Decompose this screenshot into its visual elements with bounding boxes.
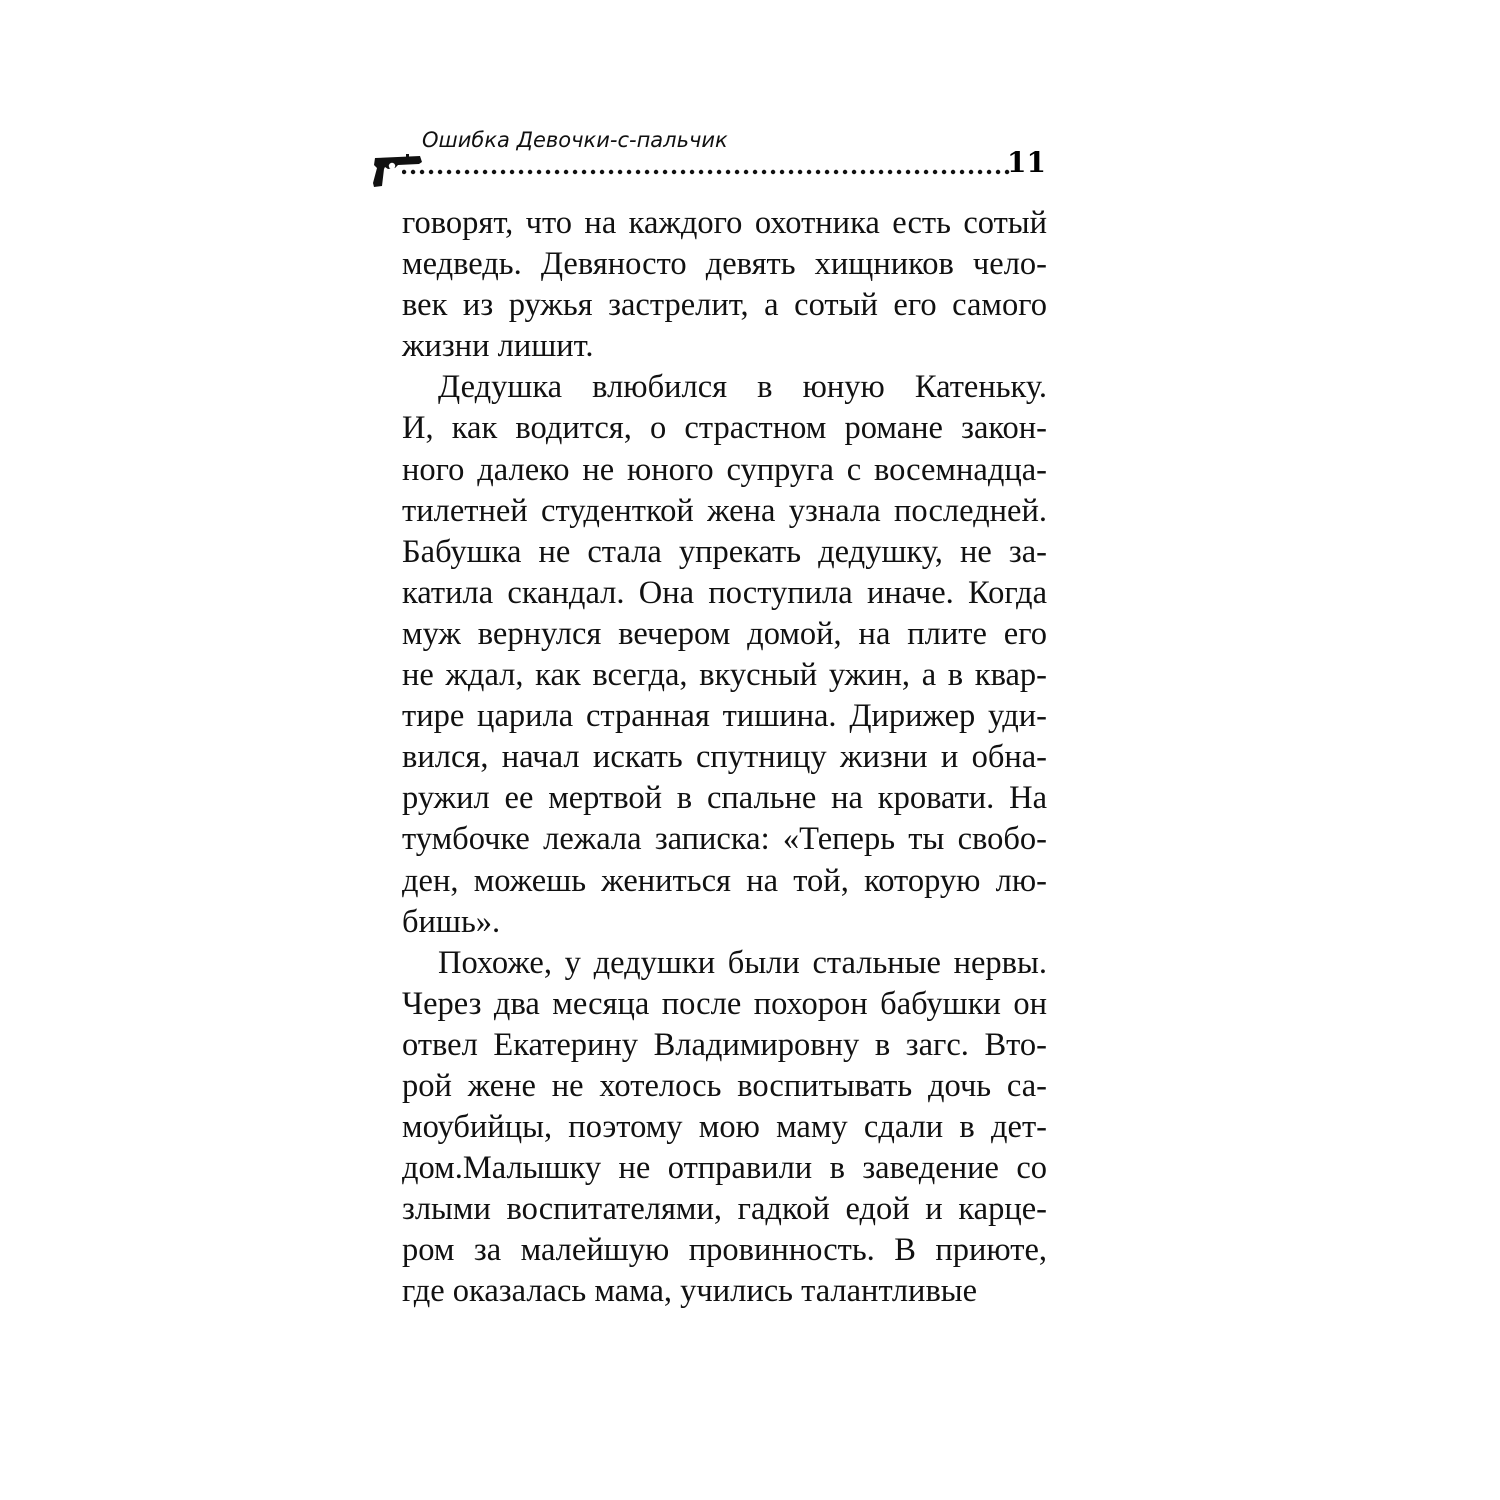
text-line: ден, можешь жениться на той, которую лю- [402,862,1047,899]
text-line: не ждал, как всегда, вкусный ужин, а в квар- [402,657,1047,694]
text-line: ром за малейшую провинность. В приюте, [402,1232,1047,1269]
text-line: моубийцы, поэтому мою маму сдали в дет- [402,1109,1047,1146]
text-line: тумбочке лежала записка: «Теперь ты свобо- [402,821,1047,858]
text-line: дом.Малышку не отправили в заведение со [402,1150,1047,1187]
text-line: Через два месяца после похорон бабушки он [402,985,1047,1022]
text-line: бишь». [402,903,501,940]
text-line: рой жене не хотелось воспитывать дочь са- [402,1067,1047,1104]
text-line: Дедушка влюбился в юную Катеньку. [438,369,1047,406]
text-line: муж вернулся вечером домой, на плите его [402,615,1047,652]
paragraph [402,943,1047,1313]
text-line: отвел Екатерину Владимировну в загс. Вто- [402,1026,1047,1063]
text-line: век из ружья застрелит, а сотый его самого [402,287,1047,324]
text-line: жизни лишит. [402,328,594,365]
text-line: катила скандал. Она поступила иначе. Когда [402,574,1047,611]
text-line: тилетней студенткой жена узнала последней. [402,492,1047,529]
text-line: где оказалась мама, учились талантливые [402,1273,978,1310]
text-line: медведь. Девяносто девять хищников чело- [402,246,1047,283]
text-line: Похоже, у дедушки были стальные нервы. [438,944,1047,981]
text-line: говорят, что на каждого охотника есть сотый [402,205,1047,241]
page-number: 11 [1007,146,1046,179]
text-line: Бабушка не стала упрекать дедушку, не за- [402,533,1047,570]
dotted-leader [402,168,1010,176]
text-line: И, как водится, о страстном романе закон- [402,410,1047,447]
text-line: ного далеко не юного супруга с восемнадца- [402,451,1047,488]
running-head-title: Ошибка Девочки-с-пальчик [422,128,728,152]
text-line: злыми воспитателями, гадкой едой и карце- [402,1191,1047,1228]
text-line: тире царила странная тишина. Дирижер уди- [402,698,1047,735]
running-head [372,128,1052,190]
paragraph [402,367,1047,942]
text-line: ружил ее мертвой в спальне на кровати. На [402,780,1047,817]
text-line: вился, начал искать спутницу жизни и обна- [402,739,1047,776]
paragraph [402,203,1047,367]
body-text [402,203,1047,1313]
